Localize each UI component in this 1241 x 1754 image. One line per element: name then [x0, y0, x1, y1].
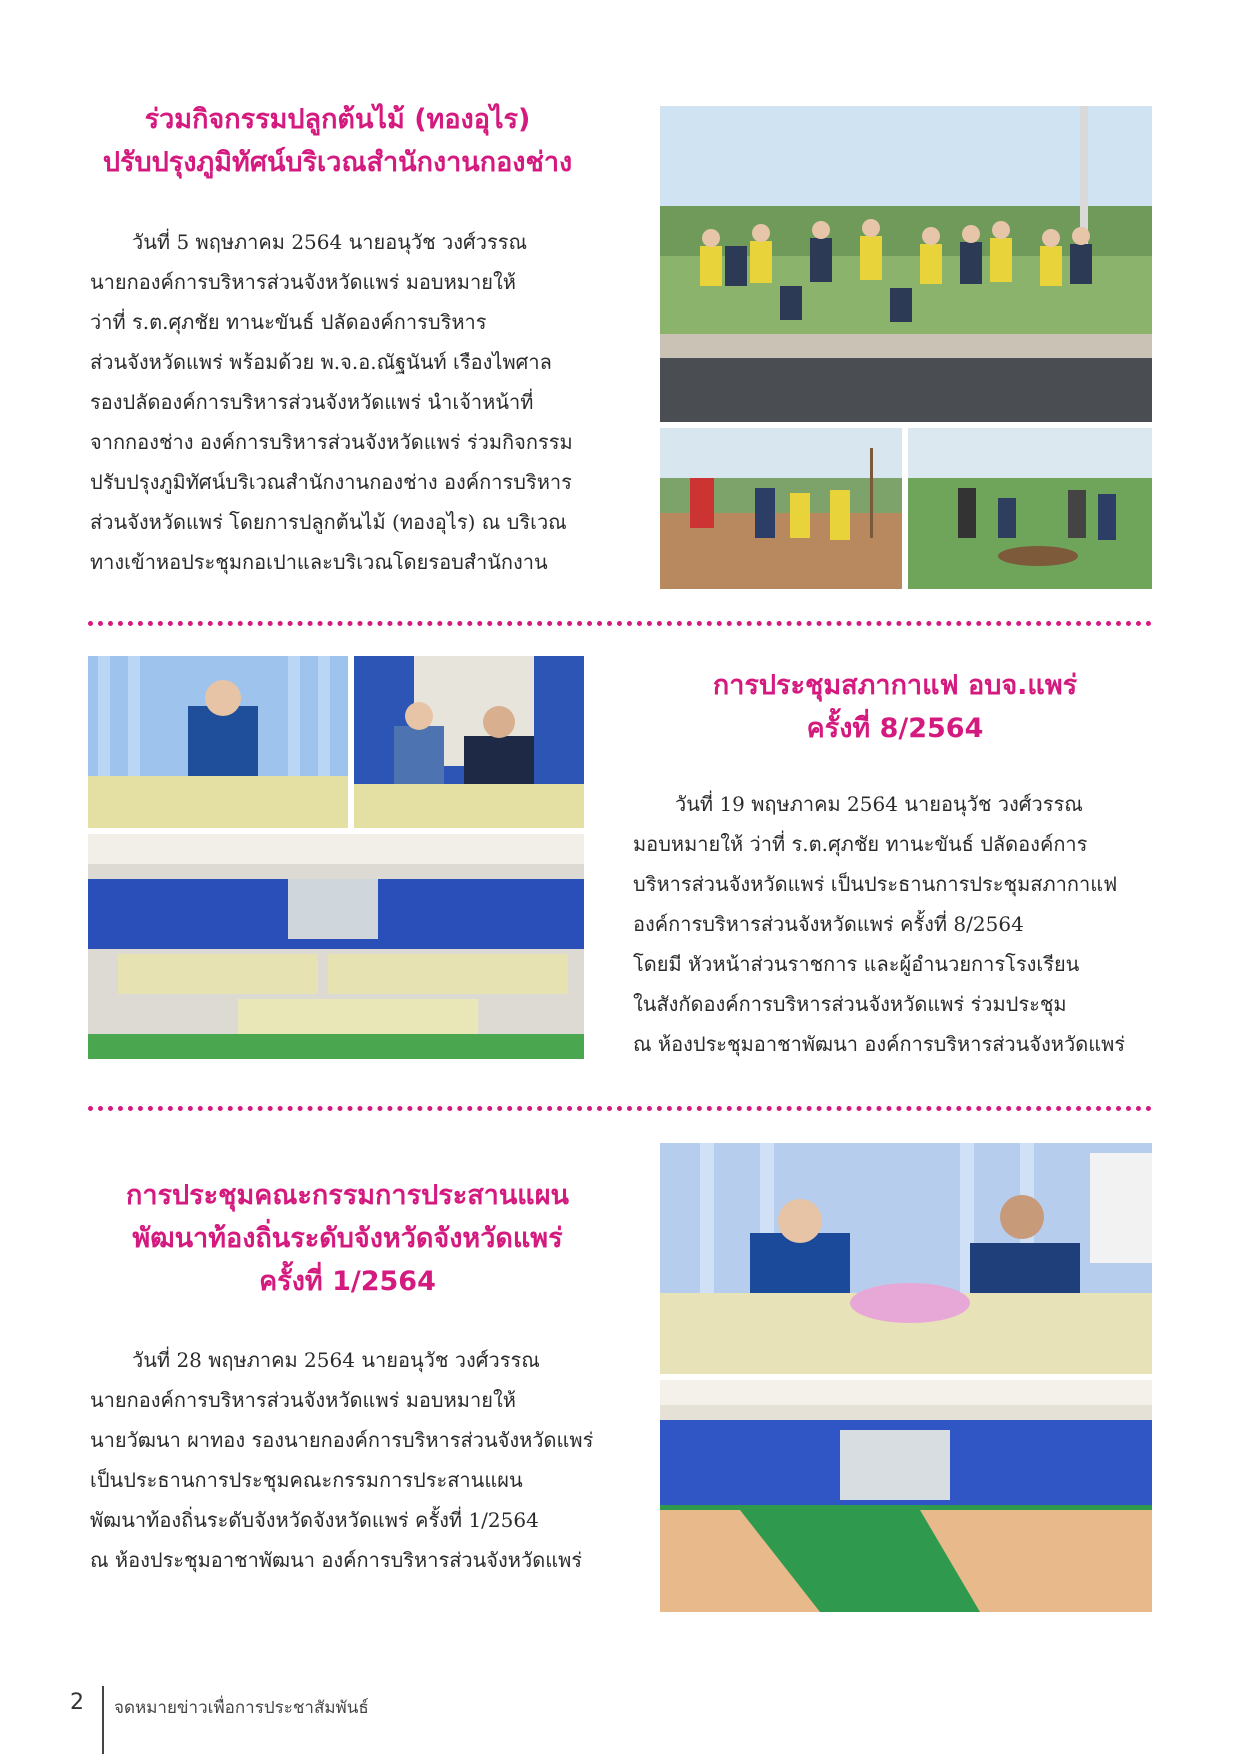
section3-body-line: นายวัฒนา ผาทอง รองนายกองค์การบริหารส่วนจังหวัดแพร่ [90, 1428, 594, 1452]
section2-body-line: องค์การบริหารส่วนจังหวัดแพร่ ครั้งที่ 8/2564 [633, 912, 1024, 936]
section2-title-line: ครั้งที่ 8/2564 [806, 713, 984, 744]
newsletter-name: จดหมายข่าวเพื่อการประชาสัมพันธ์ [114, 1698, 369, 1718]
section1-body-line: ปรับปรุงภูมิทัศน์บริเวณสำนักงานกองช่าง องค์การบริหาร [90, 470, 572, 494]
section3-title-line: ครั้งที่ 1/2564 [259, 1266, 436, 1297]
tree-digging-photo [908, 428, 1152, 589]
section3-body-line: นายกองค์การบริหารส่วนจังหวัดแพร่ มอบหมายให้ [90, 1388, 516, 1412]
section3-body-line: วันที่ 28 พฤษภาคม 2564 นายอนุวัช วงศ์วรรณ [132, 1348, 540, 1372]
section1-body-line: รองปลัดองค์การบริหารส่วนจังหวัดแพร่ นำเจ้าหน้าที่ [90, 390, 534, 414]
page-number: 2 [70, 1690, 84, 1715]
section3-title-line: พัฒนาท้องถิ่นระดับจังหวัดจังหวัดแพร่ [132, 1223, 563, 1254]
planning-committee-chairs-photo [660, 1143, 1152, 1374]
section1-body-line: จากกองช่าง องค์การบริหารส่วนจังหวัดแพร่ ร่วมกิจกรรม [90, 430, 573, 454]
section3-body-line: พัฒนาท้องถิ่นระดับจังหวัดจังหวัดแพร่ ครั้งที่ 1/2564 [90, 1508, 539, 1532]
coffee-meeting-hall-photo [88, 834, 584, 1059]
section2-body-line: ในสังกัดองค์การบริหารส่วนจังหวัดแพร่ ร่วมประชุม [633, 992, 1067, 1016]
section2-title-line: การประชุมสภากาแฟ อบจ.แพร่ [712, 670, 1078, 701]
section1-body-line: นายกองค์การบริหารส่วนจังหวัดแพร่ มอบหมายให้ [90, 270, 516, 294]
section2-body-line: บริหารส่วนจังหวัดแพร่ เป็นประธานการประชุมสภากาแฟ [633, 872, 1118, 896]
section3-title [70, 1174, 625, 1303]
tree-watering-photo [660, 428, 902, 589]
section2-title [650, 664, 1140, 750]
section1-body [90, 222, 608, 582]
section3-body-line: เป็นประธานการประชุมคณะกรรมการประสานแผน [90, 1468, 523, 1492]
section1-body-line: ส่วนจังหวัดแพร่ พร้อมด้วย พ.จ.อ.ณัฐนันท์ เรืองไพศาล [90, 350, 552, 374]
section-divider [88, 1106, 1152, 1111]
section2-body-line: วันที่ 19 พฤษภาคม 2564 นายอนุวัช วงศ์วรรณ [675, 792, 1083, 816]
section2-body-line: ณ ห้องประชุมอาชาพัฒนา องค์การบริหารส่วนจังหวัดแพร่ [633, 1032, 1126, 1056]
coffee-meeting-chair-photo [88, 656, 348, 828]
section2-body-line: โดยมี หัวหน้าส่วนราชการ และผู้อำนวยการโรงเรียน [633, 952, 1080, 976]
section1-body-line: วันที่ 5 พฤษภาคม 2564 นายอนุวัช วงศ์วรรณ [132, 230, 528, 254]
section3-title-line: การประชุมคณะกรรมการประสานแผน [126, 1180, 569, 1211]
section1-title [70, 98, 605, 184]
section-divider [88, 621, 1152, 626]
section1-title-line: ปรับปรุงภูมิทัศน์บริเวณสำนักงานกองช่าง [102, 147, 573, 178]
section1-title-line: ร่วมกิจกรรมปลูกต้นไม้ (ทองอุไร) [144, 104, 531, 135]
section3-body-line: ณ ห้องประชุมอาชาพัฒนา องค์การบริหารส่วนจังหวัดแพร่ [90, 1548, 583, 1572]
section1-body-line: ว่าที่ ร.ต.ศุภชัย ทานะขันธ์ ปลัดองค์การบริหาร [90, 310, 487, 334]
section1-body-line: ทางเข้าหอประชุมกอเปาและบริเวณโดยรอบสำนักงาน [90, 550, 548, 574]
planning-committee-hall-photo [660, 1380, 1152, 1612]
section3-body [90, 1340, 608, 1580]
coffee-meeting-speakers-photo [354, 656, 584, 828]
footer-divider [102, 1686, 104, 1754]
tree-planting-group-photo [660, 106, 1152, 422]
section2-body [633, 784, 1153, 1064]
section2-body-line: มอบหมายให้ ว่าที่ ร.ต.ศุภชัย ทานะขันธ์ ปลัดองค์การ [633, 832, 1088, 856]
section1-body-line: ส่วนจังหวัดแพร่ โดยการปลูกต้นไม้ (ทองอุไร) ณ บริเวณ [90, 510, 567, 534]
